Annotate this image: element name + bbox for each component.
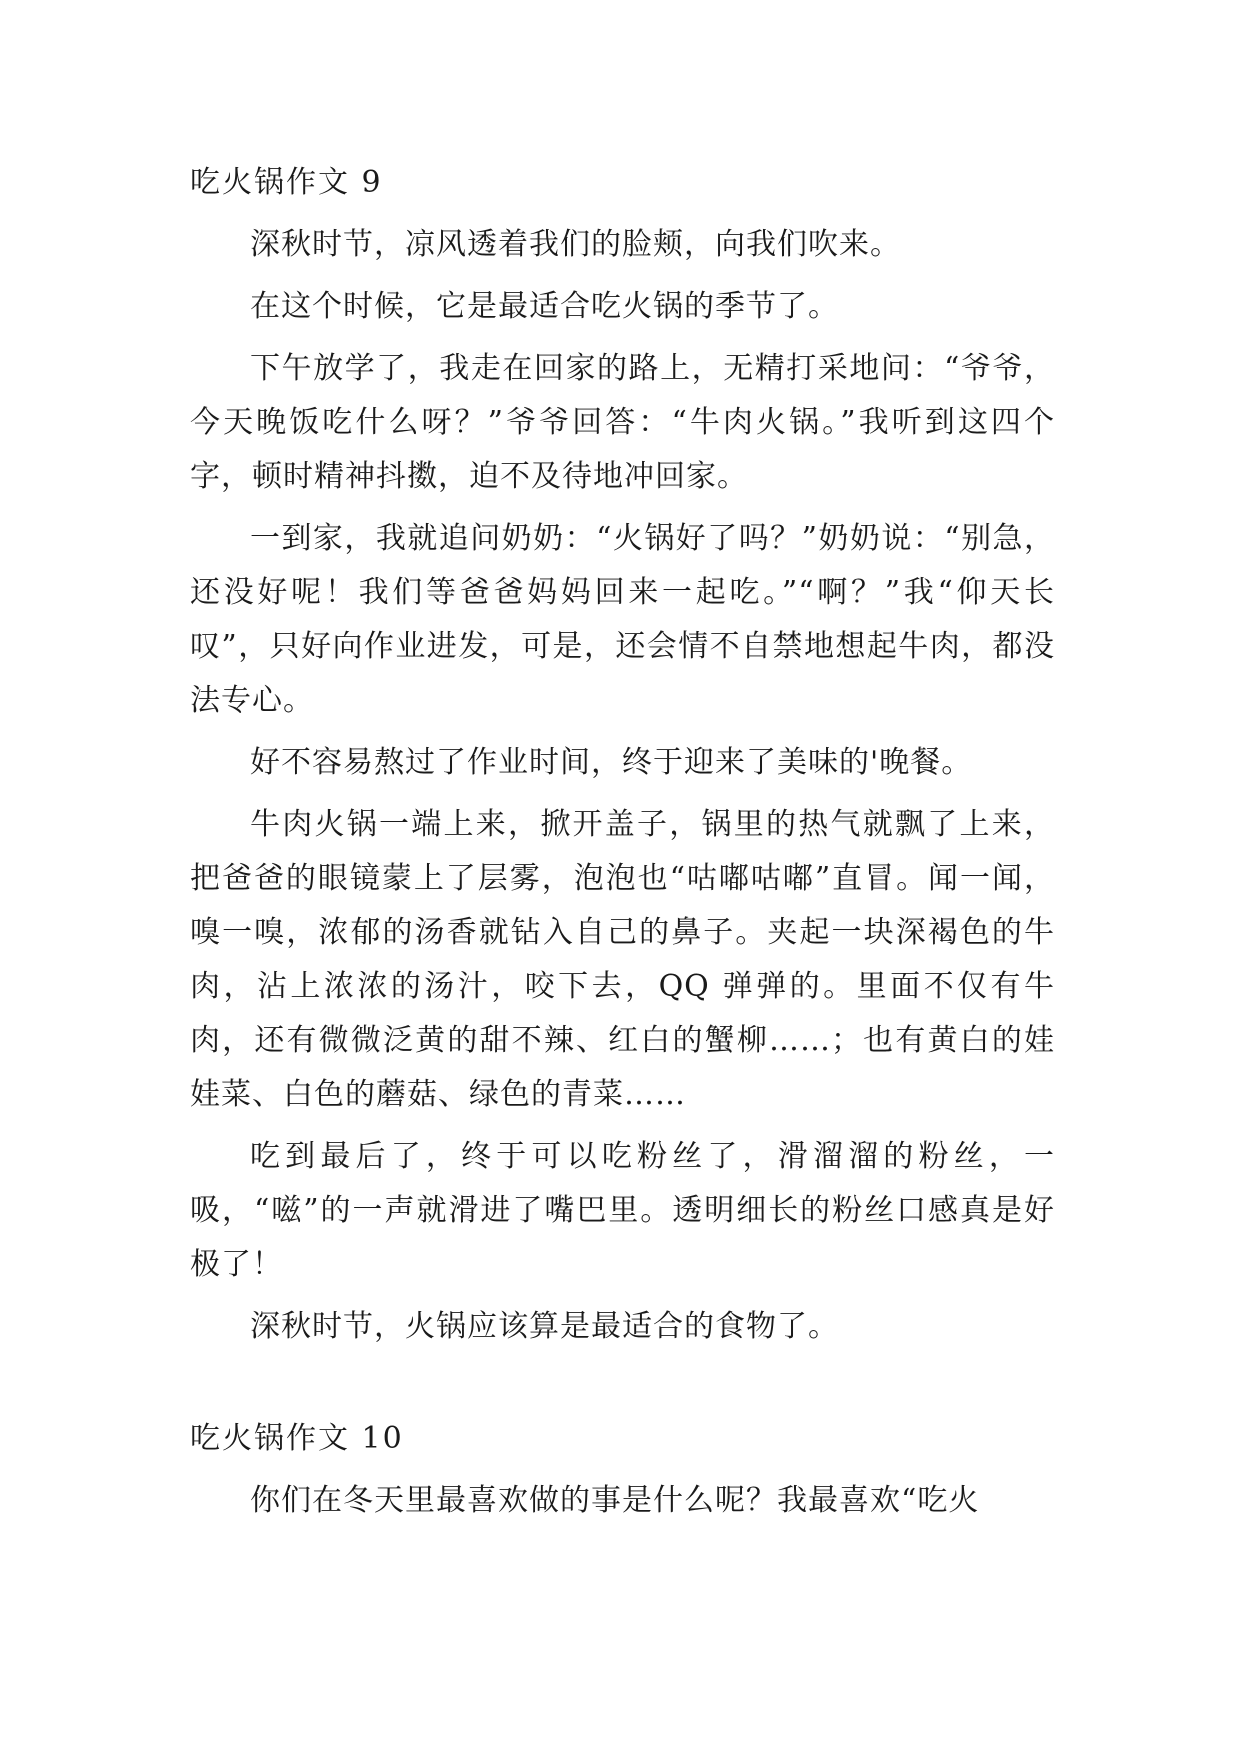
- essay-section-9: [190, 156, 1055, 1354]
- paragraph: 在这个时候，它是最适合吃火锅的季节了。: [250, 289, 839, 324]
- paragraph: 牛肉火锅一端上来，掀开盖子，锅里的热气就飘了上来，把爸爸的眼镜蒙上了层雾，泡泡也“咕嘟咕嘟”直冒。闻一闻，嗅一嗅，浓郁的汤香就钻入自己的鼻子。夹起一块深褐色的牛肉，沾上浓浓的汤汁，咬下去，QQ 弹弹的。里面不仅有牛肉，还有微微泛黄的甜不辣、红白的蟹柳……；也有黄白的娃娃菜、白色的蘑菇、绿色的青菜……: [190, 807, 1055, 1112]
- essay-title: 吃火锅作文 9: [190, 165, 383, 200]
- paragraph: 下午放学了，我走在回家的路上，无精打采地问：“爷爷，今天晚饭吃什么呀？”爷爷回答：“牛肉火锅。”我听到这四个字，顿时精神抖擞，迫不及待地冲回家。: [190, 351, 1055, 494]
- paragraph: 深秋时节，凉风透着我们的脸颊，向我们吹来。: [250, 227, 901, 262]
- paragraph: 你们在冬天里最喜欢做的事是什么呢？我最喜欢“吃火: [250, 1483, 980, 1518]
- paragraph: 好不容易熬过了作业时间，终于迎来了美味的'晚餐。: [250, 745, 973, 780]
- paragraph: 深秋时节，火锅应该算是最适合的食物了。: [250, 1309, 839, 1344]
- essay-title: 吃火锅作文 10: [190, 1421, 404, 1456]
- paragraph: 一到家，我就追问奶奶：“火锅好了吗？”奶奶说：“别急，还没好呢！我们等爸爸妈妈回来一起吃。”“啊？”我“仰天长叹”，只好向作业进发，可是，还会情不自禁地想起牛肉，都没法专心。: [190, 521, 1055, 718]
- document-body: [190, 156, 1055, 1528]
- paragraph: 吃到最后了，终于可以吃粉丝了，滑溜溜的粉丝，一吸，“嗞”的一声就滑进了嘴巴里。透明细长的粉丝口感真是好极了！: [190, 1139, 1055, 1282]
- essay-section-10: [190, 1412, 1055, 1528]
